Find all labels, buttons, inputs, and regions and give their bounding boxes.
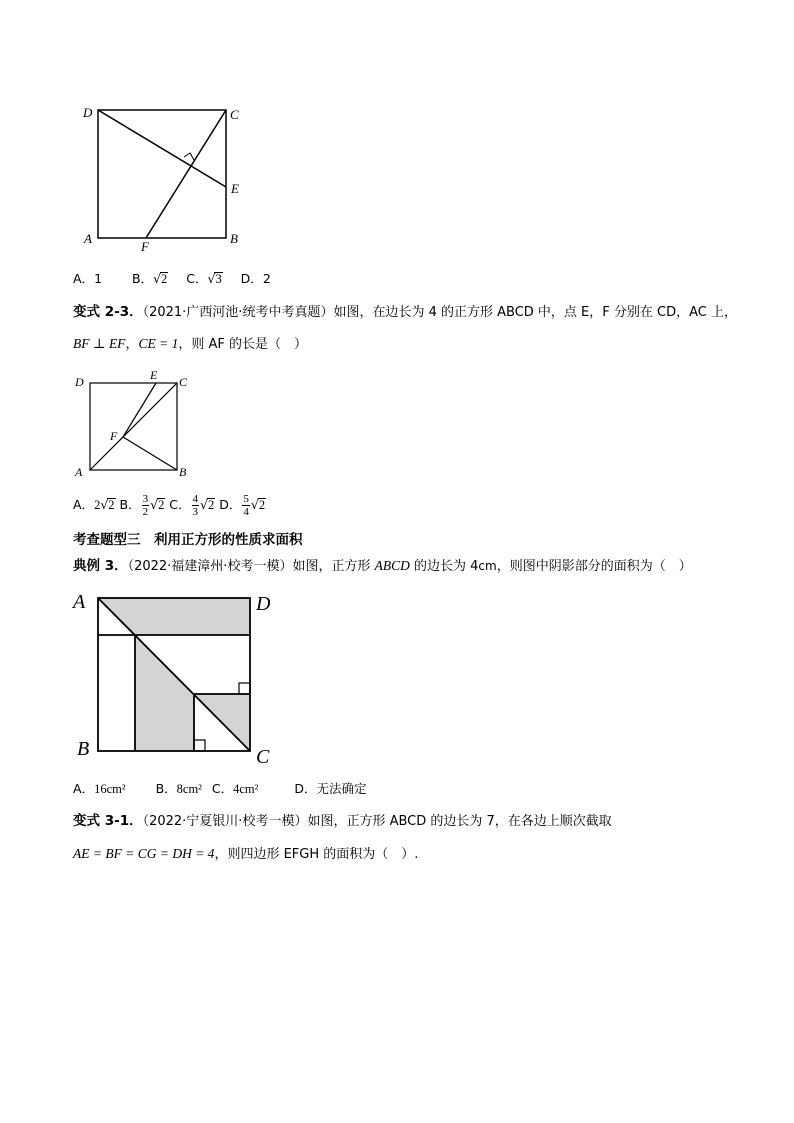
option-b-2[interactable]: B． $\frac{3}{2}$ √2 xyxy=(119,493,165,518)
label-e: E xyxy=(231,181,239,196)
option-a[interactable]: A．1 xyxy=(73,271,103,286)
figure-square-perpendicular xyxy=(78,100,248,260)
condition-ce: CE = 1 xyxy=(138,336,179,351)
option-b[interactable]: B．√2 xyxy=(131,271,168,286)
segment-de xyxy=(98,110,226,187)
label-d-3: D xyxy=(256,593,271,615)
label-b-2: B xyxy=(179,465,187,479)
segment-fe xyxy=(123,383,156,437)
label-c: C xyxy=(230,107,239,122)
option-a-3[interactable]: A．16cm² xyxy=(73,781,126,796)
figure-square-diagonal xyxy=(70,366,200,484)
options-q1 xyxy=(73,270,271,288)
label-a-3: A xyxy=(73,591,86,613)
variant-2-3-label: 变式 2-3． xyxy=(73,304,143,320)
option-c-3[interactable]: C．4cm² xyxy=(211,781,259,796)
square-name: ABCD xyxy=(374,558,410,573)
label-f: F xyxy=(141,239,149,254)
label-a: A xyxy=(84,231,92,246)
variant-2-3-line1 xyxy=(73,303,737,322)
square-abcd xyxy=(98,110,226,238)
option-d-3[interactable]: D．无法确定 xyxy=(294,781,367,796)
option-c-2[interactable]: C． $\frac{4}{3}$ √2 xyxy=(169,493,215,518)
label-d: D xyxy=(83,105,93,120)
right-angle-mark-1 xyxy=(239,683,250,694)
section-3-title: 考查题型三 利用正方形的性质求面积 xyxy=(73,532,303,548)
label-b: B xyxy=(230,231,238,246)
shaded-top-band xyxy=(98,598,250,635)
variant-3-1-label: 变式 3-1． xyxy=(73,813,143,829)
label-c-2: C xyxy=(179,375,188,389)
variant-2-3-source: （2021·广西河池·统考中考真题） xyxy=(142,305,334,320)
variant-3-1-source: （2022·宁夏银川·校考一模） xyxy=(142,814,308,829)
example-3-line: 典例 3．（2022·福建漳州·校考一模）如图，正方形 ABCD 的边长为 4cm，则图中阴影部分的面积为（ ） xyxy=(73,558,692,574)
right-angle-mark-2 xyxy=(194,740,205,751)
label-d-2: D xyxy=(75,375,84,389)
option-d[interactable]: D．2 xyxy=(240,271,271,286)
option-d-2[interactable]: D． $\frac{5}{4}$ √2 xyxy=(219,493,266,518)
example-3-source: （2022·福建漳州·校考一模） xyxy=(127,559,293,574)
shaded-middle-triangle xyxy=(135,635,194,751)
segment-fb xyxy=(123,437,177,470)
variant-2-3-line2: BF ⊥ EF，CE = 1，则 AF 的长是（ ） xyxy=(73,336,307,352)
option-a-2[interactable]: A．2√2 xyxy=(73,497,115,512)
label-b-3: B xyxy=(77,738,90,760)
example-3-label: 典例 3． xyxy=(73,558,128,574)
options-q3 xyxy=(73,780,367,798)
diagonal-ac xyxy=(90,383,177,470)
label-c-3: C xyxy=(256,746,270,768)
segment-cf xyxy=(146,110,226,238)
option-c[interactable]: C．√3 xyxy=(186,271,222,286)
variant-3-1-line1: 变式 3-1．（2022·宁夏银川·校考一模）如图，正方形 ABCD 的边长为 7，在各边上顺次截取 xyxy=(73,813,612,829)
equation-ae-bf-cg-dh: AE = BF = CG = DH = 4 xyxy=(73,846,215,861)
label-a-2: A xyxy=(75,465,83,479)
label-f-2: F xyxy=(110,429,118,443)
figure-shaded-square xyxy=(70,588,285,770)
right-angle-mark xyxy=(184,153,194,160)
variant-2-3-text: 如图，在边长为 4 的正方形 ABCD 中，点 E，F 分别在 CD，AC 上， xyxy=(333,305,737,320)
options-q2 xyxy=(73,490,266,520)
label-e-2: E xyxy=(150,368,158,382)
variant-3-1-line2: AE = BF = CG = DH = 4，则四边形 EFGH 的面积为（ ）. xyxy=(73,846,419,862)
condition-perpendicular: BF ⊥ EF xyxy=(73,336,126,351)
option-b-3[interactable]: B．8cm² xyxy=(155,781,202,796)
